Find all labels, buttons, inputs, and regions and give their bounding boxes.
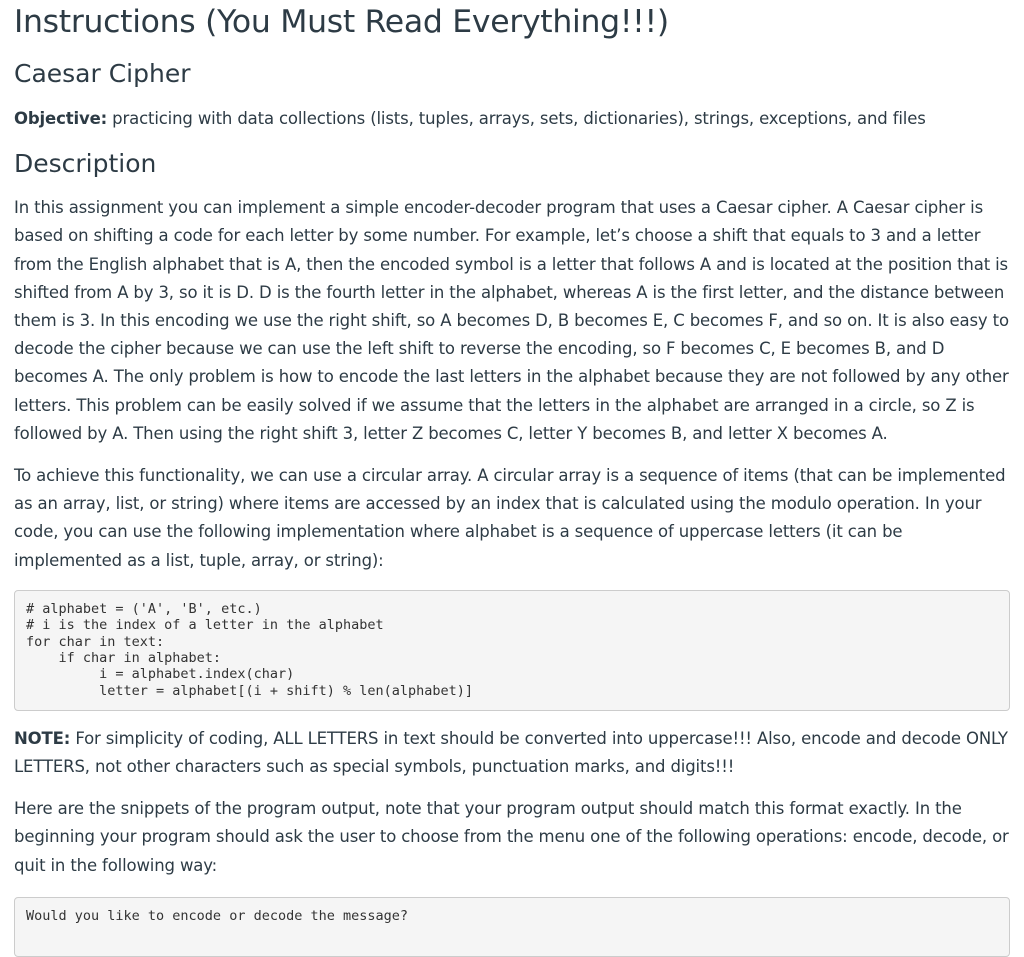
section-heading-description: Description [14, 149, 157, 179]
code-line: if char in alphabet: [26, 650, 222, 667]
code-line: # alphabet = ('A', 'B', etc.) [26, 600, 262, 617]
code-line: # i is the index of a letter in the alphabet [26, 617, 384, 634]
code-line: i = alphabet.index(char) [26, 666, 295, 683]
snippets-intro-paragraph: Here are the snippets of the program output, note that your program output should match this format exactly. In the beginning your program should ask the user to choose from the menu one of the following operations: encode, decode, or quit in the following way: [14, 799, 1009, 875]
note-text: For simplicity of coding, ALL LETTERS in text should be converted into uppercase!!! Also, encode and decode ONLY LETTERS, not other characters such as special symbols, punctuation marks, and digits!!! [14, 728, 1008, 777]
section-heading-caesar-cipher: Caesar Cipher [14, 59, 191, 88]
page-title: Instructions (You Must Read Everything!!!) [14, 4, 669, 40]
code-line: Would you like to encode or decode the message? [26, 907, 409, 924]
description-paragraph-2: To achieve this functionality, we can use a circular array. A circular array is a sequence of items (that can be implemented as an array, list, or string) where items are accessed by an index that is calculated using the modulo operation. In your code, you can use the following implementation where alphabet is a sequence of uppercase letters (it can be implemented as a list, tuple, array, or string): [14, 466, 1006, 570]
code-block-circular-array [14, 590, 1010, 711]
description-paragraph-1: In this assignment you can implement a simple encoder-decoder program that uses a Caesar cipher. A Caesar cipher is based on shifting a code for each letter by some number. For example, let’s choose a shift that equals to 3 and a letter from the English alphabet that is A, then the encoded symbol is a letter that follows A and is located at the position that is shifted from A by 3, so it is D. D is the fourth letter in the alphabet, whereas A is the first letter, and the distance between them is 3. In this encoding we use the right shift, so A becomes D, B becomes E, C becomes F, and so on. It is also easy to decode the cipher because we can use the left shift to reverse the encoding, so F becomes C, E becomes B, and D becomes A. The only problem is how to encode the last letters in the alphabet because they are not followed by any other letters. This problem can be easily solved if we assume that the letters in the alphabet are arranged in a circle, so Z is followed by A. Then using the right shift 3, letter Z becomes C, letter Y becomes B, and letter X becomes A. [14, 198, 1009, 443]
code-line: letter = alphabet[(i + shift) % len(alphabet)] [26, 682, 474, 699]
objective-label: Objective: [14, 109, 108, 128]
note-label: NOTE: [14, 728, 71, 748]
note-paragraph [14, 725, 1010, 781]
objective-paragraph [14, 105, 1010, 133]
code-line: for char in text: [26, 633, 165, 650]
objective-text: practicing with data collections (lists, tuples, arrays, sets, dictionaries), strings, exceptions, and files [107, 109, 926, 128]
code-block-program-output [14, 897, 1010, 957]
